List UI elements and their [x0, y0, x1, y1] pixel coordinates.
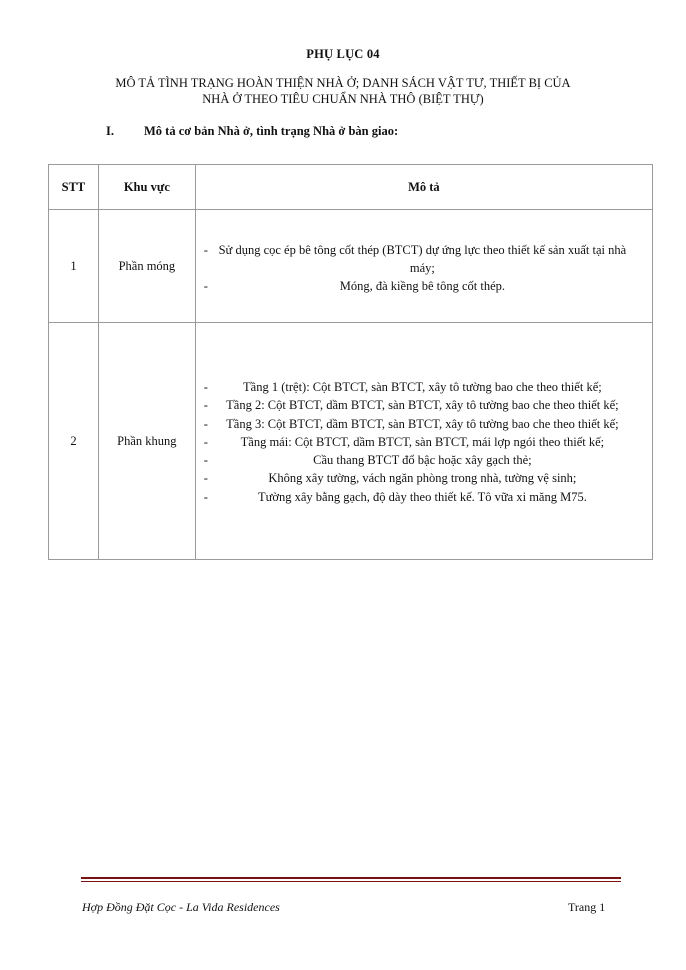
header-description: Mô tả	[195, 165, 652, 210]
row-description	[195, 323, 652, 560]
document-subtitle	[60, 75, 626, 107]
subtitle-line-1: MÔ TẢ TÌNH TRẠNG HOÀN THIỆN NHÀ Ở; DANH SÁCH VẬT TƯ, THIẾT BỊ CỦA	[115, 76, 571, 90]
section-heading	[106, 124, 398, 139]
table-header-row	[49, 165, 653, 210]
section-number: I.	[106, 124, 114, 138]
appendix-title: PHỤ LỤC 04	[306, 47, 380, 61]
description-item: - Móng, đà kiềng bê tông cốt thép.	[203, 279, 506, 294]
header-area: Khu vực	[98, 165, 195, 210]
description-item: - Tầng 2: Cột BTCT, dầm BTCT, sàn BTCT, xây tô tường bao che theo thiết kế;	[203, 398, 619, 413]
footer-divider	[81, 877, 621, 879]
row-description	[195, 210, 652, 323]
header-stt: STT	[49, 165, 99, 210]
description-item: - Tầng mái: Cột BTCT, dầm BTCT, sàn BTCT, mái lợp ngói theo thiết kế;	[203, 434, 605, 449]
footer-divider-thin	[81, 881, 621, 882]
section-title: Mô tả cơ bản Nhà ở, tình trạng Nhà ở bàn giao:	[144, 124, 399, 138]
row-area: Phần móng	[98, 210, 195, 323]
handover-spec-table	[48, 164, 653, 560]
row-area: Phần khung	[98, 323, 195, 560]
description-item: - Tường xây bằng gạch, độ dày theo thiết kế. Tô vữa xi măng M75.	[203, 489, 587, 504]
row-stt: 2	[49, 323, 99, 560]
description-item: - Cầu thang BTCT đổ bậc hoặc xây gạch thẻ;	[203, 453, 532, 468]
subtitle-line-2: NHÀ Ở THEO TIÊU CHUẨN NHÀ THÔ (BIỆT THỰ)	[202, 92, 484, 106]
description-item: - Tầng 3: Cột BTCT, dầm BTCT, sàn BTCT, xây tô tường bao che theo thiết kế;	[203, 416, 619, 431]
table-row	[49, 210, 653, 323]
table-row	[49, 323, 653, 560]
description-item: - Sử dụng cọc ép bê tông cốt thép (BTCT) dự ứng lực theo thiết kế sản xuất tại nhà máy;	[203, 242, 627, 275]
footer-contract-name: Hợp Đồng Đặt Cọc - La Vida Residences	[82, 900, 280, 914]
row-stt: 1	[49, 210, 99, 323]
description-item: - Tầng 1 (trệt): Cột BTCT, sàn BTCT, xây tô tường bao che theo thiết kế;	[203, 380, 602, 395]
footer-page-number: Trang 1	[568, 900, 606, 914]
description-item: - Không xây tường, vách ngăn phòng trong nhà, tường vệ sinh;	[203, 471, 577, 486]
